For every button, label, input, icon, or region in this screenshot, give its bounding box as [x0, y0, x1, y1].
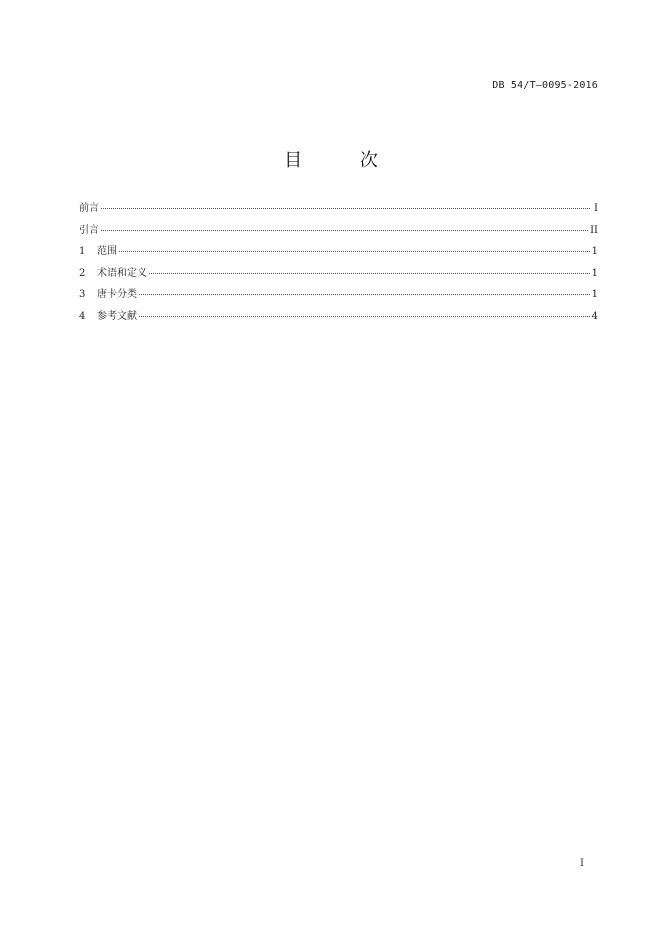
- toc-entry-number: 4: [79, 310, 86, 322]
- toc-dot-leader: [139, 294, 590, 295]
- toc-entry-label: 术语和定义: [97, 267, 147, 279]
- toc-dot-leader: [139, 316, 590, 317]
- toc-entry-label: 参考文献: [97, 310, 137, 322]
- toc-entry-page: 1: [591, 289, 598, 300]
- toc-entry-thangka-classification[interactable]: [79, 285, 598, 307]
- toc-entry-number: 1: [79, 246, 86, 257]
- toc-entry-number: 2: [79, 267, 86, 279]
- toc-entry-label: 前言: [79, 203, 99, 214]
- toc-entry-foreword[interactable]: [79, 199, 598, 221]
- toc-dot-leader: [149, 273, 590, 274]
- toc-title: 目 次: [284, 150, 404, 171]
- toc-dot-leader: [119, 251, 590, 252]
- toc-entry-page: 4: [591, 310, 598, 322]
- toc-dot-leader: [101, 230, 588, 231]
- page-number: I: [580, 858, 584, 869]
- toc-entry-page: II: [590, 224, 598, 236]
- toc-entry-terms-definitions[interactable]: [79, 264, 598, 286]
- table-of-contents: [79, 199, 598, 328]
- toc-entry-page: 1: [591, 267, 598, 279]
- toc-dot-leader: [101, 208, 590, 209]
- document-code: DB 54/T—0095-2016: [492, 80, 598, 91]
- toc-entry-references[interactable]: [79, 307, 598, 329]
- toc-entry-introduction[interactable]: [79, 221, 598, 243]
- toc-entry-scope[interactable]: [79, 242, 598, 264]
- toc-entry-page: I: [594, 203, 598, 214]
- toc-entry-label: 唐卡分类: [97, 289, 137, 300]
- toc-entry-page: 1: [591, 246, 598, 257]
- toc-entry-number: 3: [79, 289, 86, 300]
- toc-entry-label: 引言: [79, 224, 99, 236]
- toc-entry-label: 范围: [97, 246, 117, 257]
